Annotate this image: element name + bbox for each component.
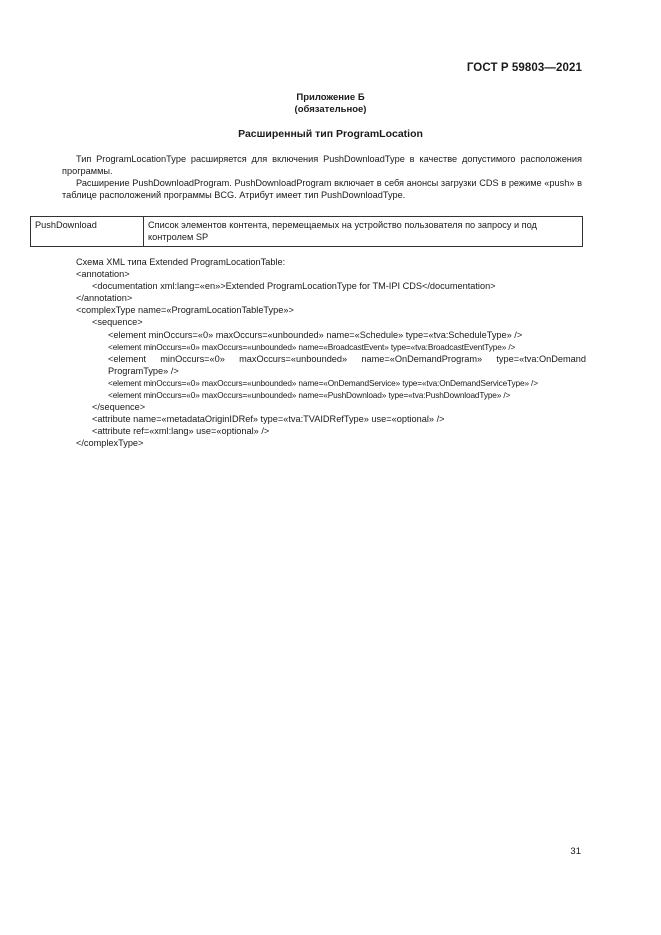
code-line: </sequence> [92,402,146,413]
code-line: </annotation> [76,293,133,304]
table-row [31,217,583,247]
code-line: <element minOccurs=«0» maxOccurs=«unbounded» name=«BroadcastEvent» type=«tva:BroadcastEventType» /> [108,341,516,352]
schema-caption: Схема XML типа Extended ProgramLocationTable: [76,257,286,267]
code-line: <documentation xml:lang=«en»>Extended ProgramLocationType for TM-IPI CDS</documentation> [92,281,496,292]
standard-number: ГОСТ Р 59803—2021 [466,62,582,74]
code-line: <complexType name=«ProgramLocationTableType»> [76,305,294,316]
code-line: <attribute ref=«xml:lang» use=«optional» /> [92,426,270,437]
code-line: <element minOccurs=«0» maxOccurs=«unbounded» name=«OnDemandProgram» type=«tva:OnDemand [108,353,586,364]
code-line: <attribute name=«metadataOriginIDRef» type=«tva:TVAIDRefType» use=«optional» /> [92,414,445,425]
definition-table [30,216,583,247]
code-line: <element minOccurs=«0» maxOccurs=«unbounded» name=«OnDemandService» type=«tva:OnDemandServiceType» /> [108,377,538,388]
code-line: <element minOccurs=«0» maxOccurs=«unbounded» name=«PushDownload» type=«tva:PushDownloadType» /> [108,390,511,401]
code-line: ProgramType» /> [108,365,179,376]
paragraph-2-text: Расширение PushDownloadProgram. PushDownloadProgram включает в себя анонсы загрузки CDS в режиме «push» в таблице расположений программы BCG. Атрибут имеет тип PushDownloadType. [62,178,582,200]
section-title: Расширенный тип ProgramLocation [238,128,423,140]
code-line: <element minOccurs=«0» maxOccurs=«unbounded» name=«Schedule» type=«tva:ScheduleType» /> [108,329,523,340]
paragraph-2 [62,177,582,201]
paragraph-1-text: Тип ProgramLocationType расширяется для включения PushDownloadType в качестве допустимого расположения программы. [62,154,582,176]
table-cell-term: PushDownload [31,217,144,247]
code-line: <annotation> [76,269,130,280]
table-cell-description: Список элементов контента, перемещаемых на устройство пользователя по запросу и под контролем SP [144,217,583,247]
paragraph-1 [62,153,582,177]
xml-schema-block [76,256,586,450]
code-line: <sequence> [92,317,143,328]
annex-status: (обязательное) [294,104,367,115]
code-line: </complexType> [76,438,144,449]
page-number: 31 [570,846,581,857]
annex-title: Приложение Б [296,92,365,103]
